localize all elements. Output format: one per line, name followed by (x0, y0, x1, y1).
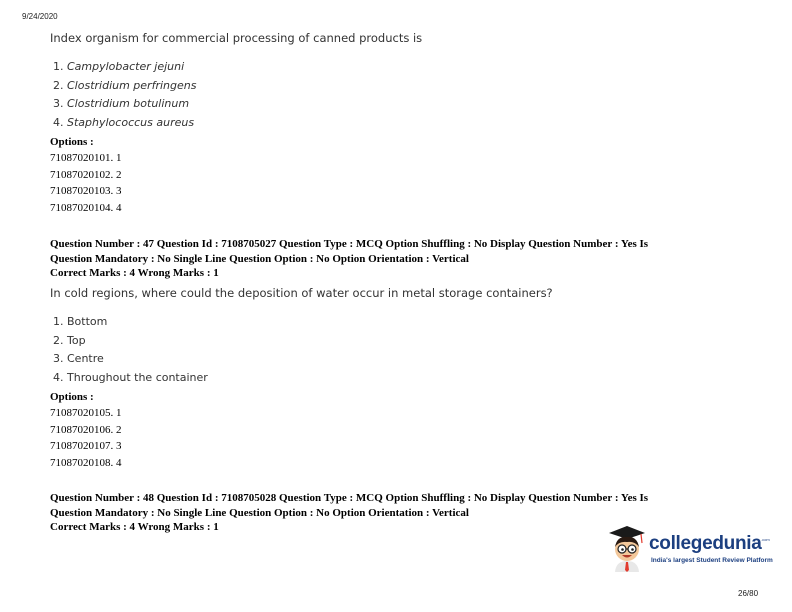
choice-item: 1. Bottom (53, 315, 108, 328)
choice-item: 2. Clostridium perfringens (53, 78, 197, 92)
meta-line: Question Mandatory : No Single Line Question Option : No Option Orientation : Vertical (50, 252, 469, 265)
question-47-choices (53, 313, 208, 387)
meta-line: Correct Marks : 4 Wrong Marks : 1 (50, 267, 219, 279)
choice-item: 2. Top (53, 333, 86, 347)
option-id-row: 71087020103. 3 (50, 185, 122, 197)
option-id-row: 71087020102. 2 (50, 168, 122, 181)
option-id-row: 71087020108. 4 (50, 456, 122, 469)
option-id-row: 71087020104. 4 (50, 201, 122, 214)
options-label: Options : (50, 391, 94, 403)
student-mascot-icon (605, 523, 649, 573)
choice-item: 3. Clostridium botulinum (53, 97, 190, 110)
option-id-row: 71087020105. 1 (50, 407, 122, 419)
logo-wordmark: collegedunia (649, 533, 762, 554)
option-id-row: 71087020107. 3 (50, 440, 122, 452)
choice-item: 4. Throughout the container (53, 370, 208, 384)
logo-tagline: India's largest Student Review Platform (651, 557, 773, 564)
option-id-row: 71087020106. 2 (50, 423, 122, 436)
question-46-choices (53, 58, 196, 132)
choice-item: 1. Campylobacter jejuni (53, 60, 185, 73)
page-number: 26/80 (738, 589, 759, 598)
question-47-text: In cold regions, where could the deposition of water occur in metal storage containers? (50, 286, 553, 300)
print-date: 9/24/2020 (22, 12, 58, 21)
meta-line: Question Number : 47 Question Id : 7108705027 Question Type : MCQ Option Shuffling : No Display Question Number : Yes Is (50, 238, 649, 250)
collegedunia-logo[interactable] (605, 523, 775, 573)
choice-item: 4. Staphylococcus aureus (53, 115, 195, 129)
question-46-options (50, 134, 122, 216)
question-46-text: Index organism for commercial processing of canned products is (50, 31, 423, 45)
logo-domain-suffix: .com (761, 537, 770, 542)
choice-item: 3. Centre (53, 352, 104, 365)
meta-line: Question Mandatory : No Single Line Question Option : No Option Orientation : Vertical (50, 506, 469, 519)
options-label: Options : (50, 136, 94, 148)
meta-line: Correct Marks : 4 Wrong Marks : 1 (50, 521, 219, 533)
option-id-row: 71087020101. 1 (50, 152, 122, 164)
question-47-meta (50, 237, 750, 281)
meta-line: Question Number : 48 Question Id : 7108705028 Question Type : MCQ Option Shuffling : No Display Question Number : Yes Is (50, 492, 649, 504)
question-47-options (50, 389, 122, 471)
